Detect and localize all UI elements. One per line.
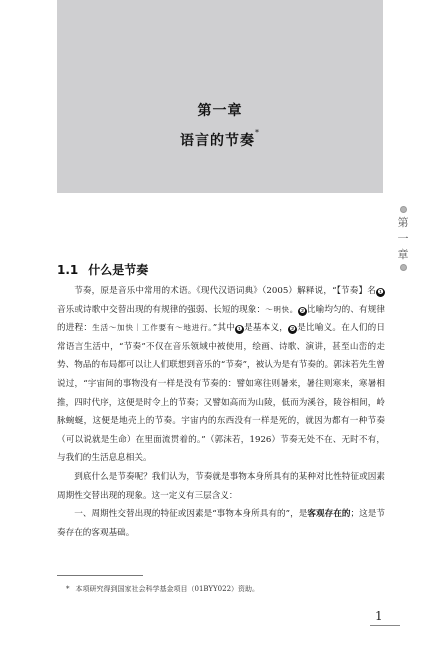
sense-2-marker: ❷ — [299, 306, 306, 315]
sense-1-marker: ❶ — [236, 325, 243, 334]
paragraph — [57, 505, 385, 542]
paragraph — [57, 282, 385, 468]
paragraph-text: ”其中 — [212, 323, 235, 334]
emphasis-text: 客观存在的 — [307, 509, 351, 520]
section-number: 1.1 — [57, 263, 79, 277]
section-heading — [57, 261, 148, 278]
paragraph-text: 比喻均匀的、有规律的进程： — [57, 304, 385, 334]
paragraph-text: 是基本义， — [243, 323, 289, 334]
chapter-side-tab — [397, 206, 409, 271]
dictionary-example: 生活～加快｜工作要有～地进行。 — [92, 323, 213, 333]
paragraph-text: 一、周期性交替出现的特征或因素是“事物本身所具有的”，是 — [74, 509, 308, 520]
side-tab-char: 一 — [397, 232, 409, 245]
side-tab-dot-top-icon — [400, 206, 407, 213]
page-number: 1 — [375, 609, 383, 623]
footnote — [66, 584, 259, 594]
chapter-banner — [57, 0, 383, 193]
chapter-title-text: 语言的节奏 — [180, 133, 255, 149]
side-tab-char: 章 — [397, 248, 409, 261]
sense-2-marker: ❷ — [289, 325, 296, 334]
paragraph-text: 节奏，原是音乐中常用的术语。《现代汉语词典》（2005）解释说，“【节奏】名 — [74, 286, 376, 296]
sense-1-marker: ❶ — [377, 288, 384, 296]
paragraph: 到底什么是节奏呢？我们认为，节奏就是事物本身所具有的某种对比性特征或因素周期性交替出现的现象。这一定义有三层含义： — [57, 471, 385, 501]
side-tab-dot-bottom-icon — [400, 264, 407, 271]
chapter-title — [57, 130, 383, 150]
paragraph-text: 音乐或诗歌中交替出现的有规律的强弱、长短的现象： — [57, 304, 266, 315]
page-number-rule — [370, 625, 400, 626]
chapter-number: 第一章 — [197, 103, 243, 119]
side-tab-char: 第 — [397, 216, 409, 229]
footnote-mark: * — [66, 585, 70, 593]
paragraph-text: ；这是节奏存在的客观基础。 — [57, 509, 385, 538]
body-text — [57, 282, 385, 542]
footnote-text: 本项研究得到国家社会科学基金项目（01BYY022）资助。 — [75, 585, 260, 593]
paragraph-text: 是比喻义。在人们的日常语言生活中，“节奏”不仅在音乐领域中被使用，绘画、诗歌、演讲，甚至山峦的走势、物品的布局都可以让人们联想到音乐的“节奏”，被认为是有节奏的。郭沫若先生曾说过，“宇宙间的事物没有一样是没有节奏的：譬如寒往则暑来，暑往则寒来，寒暑相推，四时代序，这便是时令上的节奏；又譬如高而为山陵，低而为溪谷，陵谷相间，岭脉蜿蜒，这便是地壳上的节奏。宇宙内的东西没有一样是死的，就因为都有一种节奏（可以说就是生命）在里面流贯着的。”（郭沫若，1926）节奏无处不在、无时不有，与我们的生活息息相关。 — [57, 323, 385, 464]
footnote-divider — [57, 575, 143, 576]
dictionary-example: ～明快。 — [265, 304, 298, 314]
chapter-title-footnote-mark: * — [255, 128, 260, 137]
section-title: 什么是节奏 — [88, 263, 149, 277]
